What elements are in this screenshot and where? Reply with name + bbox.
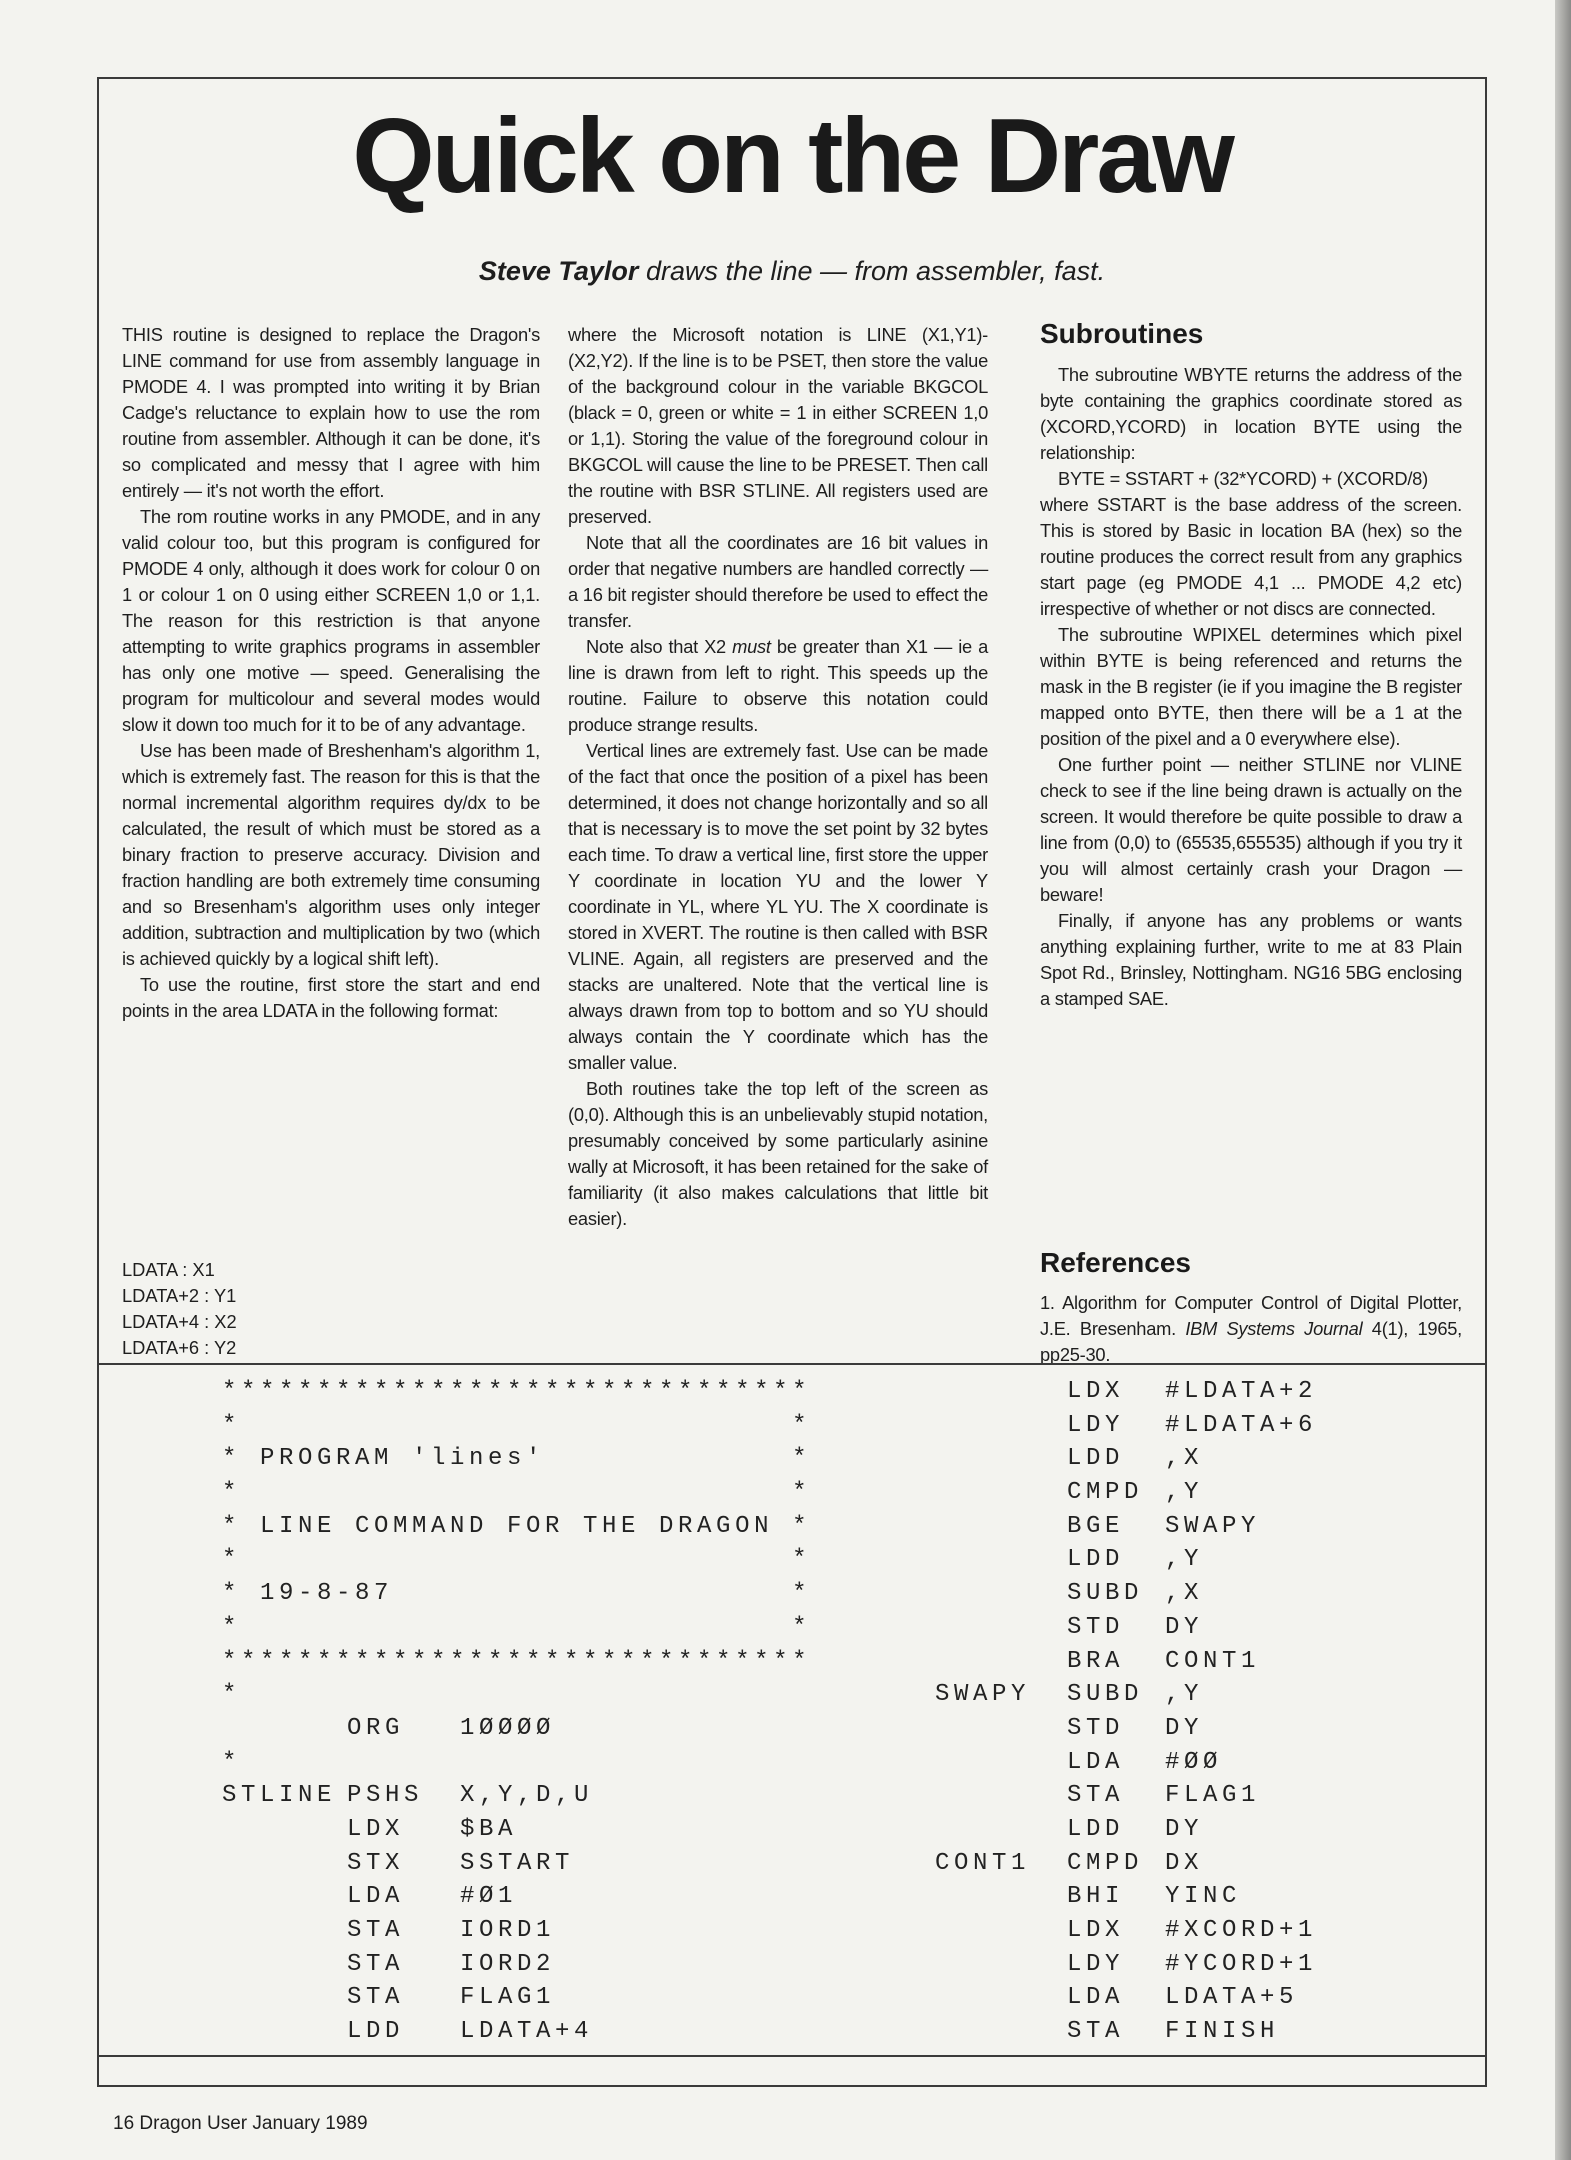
code-line — [222, 1645, 811, 1679]
code-line — [222, 1880, 811, 1914]
code-comment: * — [222, 1681, 242, 1709]
text: Note also that X2 — [586, 636, 733, 657]
code-line — [222, 1678, 811, 1712]
code-operand: #Ø1 — [460, 1883, 518, 1911]
code-opcode: LDD — [1067, 1445, 1125, 1473]
code-label — [222, 1847, 347, 1881]
ldata-item: LDATA+6 : Y2 — [122, 1337, 237, 1358]
code-opcode: STA — [347, 1950, 405, 1978]
code-label — [935, 1510, 1067, 1544]
code-line — [222, 1712, 811, 1746]
code-line — [935, 1914, 1317, 1948]
code-label — [222, 1880, 347, 1914]
code-line — [935, 1375, 1317, 1409]
code-label — [935, 1880, 1067, 1914]
code-opcode: SUBD — [1067, 1681, 1144, 1709]
heading-subroutines: Subroutines — [1040, 318, 1204, 349]
code-operand: LDATA+4 — [460, 2018, 594, 2046]
code-operand: #XCORD+1 — [1165, 1917, 1318, 1944]
code-label — [935, 1948, 1067, 1982]
code-line — [935, 1712, 1317, 1746]
code-operand: ,Y — [1165, 1479, 1204, 1507]
paragraph: Finally, if anyone has any problems or wants anything explaining further, write to me at 83 Plain Spot Rd., Brinsley, Nottingham. NG16 5BG enclosing a stamped SAE. — [1040, 910, 1462, 1009]
code-label — [935, 1746, 1067, 1780]
code-opcode: CMPD — [1067, 1849, 1144, 1877]
code-opcode: STD — [1067, 1613, 1125, 1641]
code-opcode: STX — [347, 1849, 405, 1877]
ldata-item: LDATA+4 : X2 — [122, 1311, 237, 1332]
ldata-item: LDATA : X1 — [122, 1259, 215, 1280]
code-operand: ,X — [1165, 1580, 1204, 1608]
column-3 — [1040, 362, 1462, 1012]
column-1 — [122, 322, 540, 1024]
code-label — [935, 1543, 1067, 1577]
code-label — [222, 1914, 347, 1948]
code-line — [222, 1746, 811, 1780]
code-operand: ,Y — [1165, 1546, 1204, 1574]
article-title: Quick on the Draw — [352, 97, 1232, 215]
code-opcode: STA — [347, 1917, 405, 1944]
code-opcode: LDD — [1067, 1815, 1125, 1843]
code-operand: #YCORD+1 — [1165, 1950, 1318, 1978]
paragraph: Vertical lines are extremely fast. Use can be made of the fact that once the position of a pixel has been determined, it does not change horizontally and so all that is necessary is to move the set point by 32 bytes each time. To draw a vertical line, first store the upper Y coordinate in location YU and the lower Y coordinate in YL, where YL YU. The X coordinate is stored in XVERT. The routine is then called with BSR VLINE. Again, all registers are preserved and the stacks are unaltered. Note that the vertical line is always drawn from top to bottom and so YU should always contain the Y coordinate which has the smaller value. — [568, 740, 988, 1073]
code-label — [935, 1712, 1067, 1746]
paragraph — [568, 634, 988, 738]
code-line — [935, 1476, 1317, 1510]
code-label — [935, 2015, 1067, 2049]
code-operand: FLAG1 — [1165, 1782, 1261, 1810]
ldata-format-list — [122, 1257, 237, 1361]
code-comment: * 19-8-87 * — [222, 1580, 812, 1608]
paragraph: To use the routine, first store the start and end points in the area LDATA in the following format: — [122, 974, 540, 1021]
page-footer: 16 Dragon User January 1989 — [113, 2113, 368, 2134]
code-operand: DY — [1165, 1815, 1204, 1843]
code-line — [222, 1375, 811, 1409]
code-label — [935, 1914, 1067, 1948]
code-line — [935, 1779, 1317, 1813]
code-opcode: BHI — [1067, 1883, 1125, 1911]
page-edge-shadow — [1555, 0, 1571, 2160]
code-opcode: BRA — [1067, 1647, 1125, 1675]
code-opcode: LDY — [1067, 1411, 1125, 1439]
code-operand: ,Y — [1165, 1681, 1204, 1709]
code-line — [222, 1442, 811, 1476]
code-opcode: PSHS — [347, 1782, 424, 1810]
paragraph: The rom routine works in any PMODE, and in any valid colour too, but this program is configured for PMODE 4 only, although it does work for colour 0 on 1 or colour 1 on 0 using either SCREEN 1,0 or 1,1. The reason for this restriction is that anyone attempting to write graphics programs in assembler has only one motive — speed. Generalising the program for multicolour and several modes would slow it down too much for it to be of any advantage. — [122, 506, 540, 735]
code-line — [222, 1914, 811, 1948]
article-subtitle — [97, 256, 1487, 287]
byte-formula: BYTE = SSTART + (32*YCORD) + (XCORD/8) — [1058, 468, 1428, 489]
code-label — [222, 1712, 347, 1746]
text: 1. Algorithm for Computer Control of Digital Plotter, J.E. Bresenham. — [1040, 1292, 1462, 1339]
code-opcode: LDD — [347, 2018, 405, 2046]
code-line — [935, 1442, 1317, 1476]
code-operand: #LDATA+6 — [1165, 1411, 1318, 1439]
code-operand: YINC — [1165, 1883, 1242, 1911]
code-line — [222, 1510, 811, 1544]
code-line — [935, 1510, 1317, 1544]
code-operand: ,X — [1165, 1445, 1204, 1473]
code-line — [222, 1543, 811, 1577]
code-label — [222, 1981, 347, 2015]
code-label — [935, 1476, 1067, 1510]
paragraph: Note that all the coordinates are 16 bit values in order that negative numbers are handled correctly — a 16 bit register should therefore be used to effect the transfer. — [568, 532, 988, 631]
code-line — [935, 1645, 1317, 1679]
code-comment: * LINE COMMAND FOR THE DRAGON * — [222, 1512, 812, 1540]
code-line — [222, 2015, 811, 2049]
code-line — [935, 2015, 1317, 2049]
code-label — [935, 1611, 1067, 1645]
code-line — [935, 1981, 1317, 2015]
code-comment: * * — [222, 1411, 812, 1439]
code-line — [222, 1779, 811, 1813]
code-opcode: LDX — [347, 1815, 405, 1843]
code-operand: 1ØØØØ — [460, 1714, 556, 1742]
code-operand: #ØØ — [1165, 1748, 1223, 1776]
code-label — [222, 2015, 347, 2049]
paragraph: One further point — neither STLINE nor VLINE check to see if the line being drawn is actually on the screen. It would therefore be quite possible to draw a line from (0,0) to (65535,655535) although if you try it you will almost certainly crash your Dragon — beware! — [1040, 754, 1462, 905]
code-label — [935, 1645, 1067, 1679]
code-line — [935, 1813, 1317, 1847]
paragraph: Use has been made of Breshenham's algorithm 1, which is extremely fast. The reason for this is that the normal incremental algorithm requires dy/dx to be calculated, the result of which must be stored as a binary fraction to preserve accuracy. Division and fraction handling are both extremely time consuming and so Bresenham's algorithm uses only integer addition, subtraction and multiplication by two (which is achieved quickly by a logical shift left). — [122, 740, 540, 969]
code-operand: DY — [1165, 1714, 1204, 1742]
code-opcode: LDA — [1067, 1984, 1125, 2012]
code-line — [222, 1813, 811, 1847]
code-operand: DX — [1165, 1849, 1204, 1877]
code-operand: $BA — [460, 1815, 518, 1843]
code-opcode: LDX — [1067, 1378, 1125, 1405]
code-comment: * * — [222, 1546, 812, 1574]
code-opcode: CMPD — [1067, 1479, 1144, 1507]
code-comment: * — [222, 1748, 242, 1776]
code-comment: * * — [222, 1613, 812, 1641]
text: 4(1), 1965, pp25-30. — [1040, 1318, 1462, 1365]
code-line — [222, 1476, 811, 1510]
code-line — [222, 1611, 811, 1645]
code-line — [935, 1678, 1317, 1712]
code-opcode: LDY — [1067, 1950, 1125, 1978]
code-opcode: LDD — [1067, 1546, 1125, 1574]
paragraph: where SSTART is the base address of the screen. This is stored by Basic in location BA (hex) so the routine produces the correct result from any graphics start page (eg PMODE 4,1 ... PMODE 4,2 etc) irrespective of whether or not discs are connected. — [1040, 494, 1462, 619]
code-opcode: BGE — [1067, 1512, 1125, 1540]
code-line — [935, 1948, 1317, 1982]
code-opcode: SUBD — [1067, 1580, 1144, 1608]
paragraph: The subroutine WPIXEL determines which pixel within BYTE is being referenced and returns the mask in the B register (ie if you imagine the B register mapped onto BYTE, then there will be a 1 at the position of the pixel and a 0 everywhere else). — [1040, 624, 1462, 749]
code-opcode: STA — [347, 1984, 405, 2012]
code-opcode: STA — [1067, 2018, 1125, 2046]
code-label: CONT1 — [935, 1849, 1031, 1877]
code-label: STLINE — [222, 1782, 337, 1810]
code-opcode: STA — [1067, 1782, 1125, 1810]
code-listing-right — [935, 1375, 1317, 2049]
code-operand: CONT1 — [1165, 1647, 1261, 1675]
paragraph: The subroutine WBYTE returns the address of the byte containing the graphics coordinate stored as (XCORD,YCORD) in location BYTE using the relationship: — [1040, 364, 1462, 463]
code-listing-left — [222, 1375, 811, 2049]
paragraph: THIS routine is designed to replace the Dragon's LINE command for use from assembly language in PMODE 4. I was prompted into writing it by Brian Cadge's reluctance to explain how to use the rom routine from assembler. Although it can be done, it's so complicated and messy that I agree with him entirely — it's not worth the effort. — [122, 324, 540, 501]
ldata-item: LDATA+2 : Y1 — [122, 1285, 237, 1306]
code-line — [222, 1847, 811, 1881]
code-operand: #LDATA+2 — [1165, 1378, 1318, 1405]
code-label — [935, 1577, 1067, 1611]
code-label — [935, 1409, 1067, 1443]
paragraph: Both routines take the top left of the screen as (0,0). Although this is an unbelievably stupid notation, presumably conceived by some particularly asinine wally at Microsoft, it has been retained for the sake of familiarity (it also makes calculations that little bit easier). — [568, 1078, 988, 1229]
code-comment: ******************************* — [222, 1378, 812, 1405]
heading-references: References — [1040, 1247, 1191, 1278]
code-label — [222, 1948, 347, 1982]
code-label — [935, 1813, 1067, 1847]
text: be greater than X1 — ie a line is drawn from left to right. This speeds up the routine. Failure to observe this notation could produce strange results. — [568, 636, 988, 735]
author-name: Steve Taylor — [478, 256, 639, 286]
code-label — [935, 1981, 1067, 2015]
reference-item — [1040, 1290, 1462, 1368]
code-line — [222, 1577, 811, 1611]
code-opcode: LDA — [1067, 1748, 1125, 1776]
code-operand: IORD2 — [460, 1950, 556, 1978]
code-comment: * * — [222, 1479, 812, 1507]
code-operand: SSTART — [460, 1849, 575, 1877]
code-operand: LDATA+5 — [1165, 1984, 1299, 2012]
code-label — [935, 1442, 1067, 1476]
code-label — [935, 1375, 1067, 1409]
code-comment: * PROGRAM 'lines' * — [222, 1445, 812, 1473]
code-operand: DY — [1165, 1613, 1204, 1641]
subtitle-text: draws the line — from assembler, fast. — [638, 256, 1106, 286]
code-line — [935, 1409, 1317, 1443]
code-line — [222, 1948, 811, 1982]
code-opcode: STD — [1067, 1714, 1125, 1742]
code-operand: X,Y,D,U — [460, 1782, 594, 1810]
code-operand: FINISH — [1165, 2018, 1280, 2046]
code-line — [935, 1577, 1317, 1611]
code-label — [935, 1779, 1067, 1813]
journal-name: IBM Systems Journal — [1185, 1318, 1363, 1339]
code-opcode: ORG — [347, 1714, 405, 1742]
paragraph: where the Microsoft notation is LINE (X1,Y1)-(X2,Y2). If the line is to be PSET, then store the value of the background colour in the variable BKGCOL (black = 0, green or white = 1 in either SCREEN 1,0 or 1,1). Storing the value of the foreground colour in BKGCOL will cause the line to be PRESET. Then call the routine with BSR STLINE. All registers used are preserved. — [568, 324, 988, 527]
code-opcode: LDX — [1067, 1917, 1125, 1944]
code-line — [222, 1981, 811, 2015]
code-line — [222, 1409, 811, 1443]
code-line — [935, 1880, 1317, 1914]
code-operand: FLAG1 — [460, 1984, 556, 2012]
column-2 — [568, 322, 988, 1232]
code-line — [935, 1847, 1317, 1881]
code-line — [935, 1543, 1317, 1577]
code-line — [935, 1746, 1317, 1780]
code-opcode: LDA — [347, 1883, 405, 1911]
code-label — [222, 1813, 347, 1847]
code-line — [935, 1611, 1317, 1645]
code-operand: SWAPY — [1165, 1512, 1261, 1540]
code-label: SWAPY — [935, 1681, 1031, 1709]
emphasis: must — [732, 636, 771, 657]
code-comment: ******************************* — [222, 1647, 812, 1675]
code-operand: IORD1 — [460, 1917, 556, 1944]
